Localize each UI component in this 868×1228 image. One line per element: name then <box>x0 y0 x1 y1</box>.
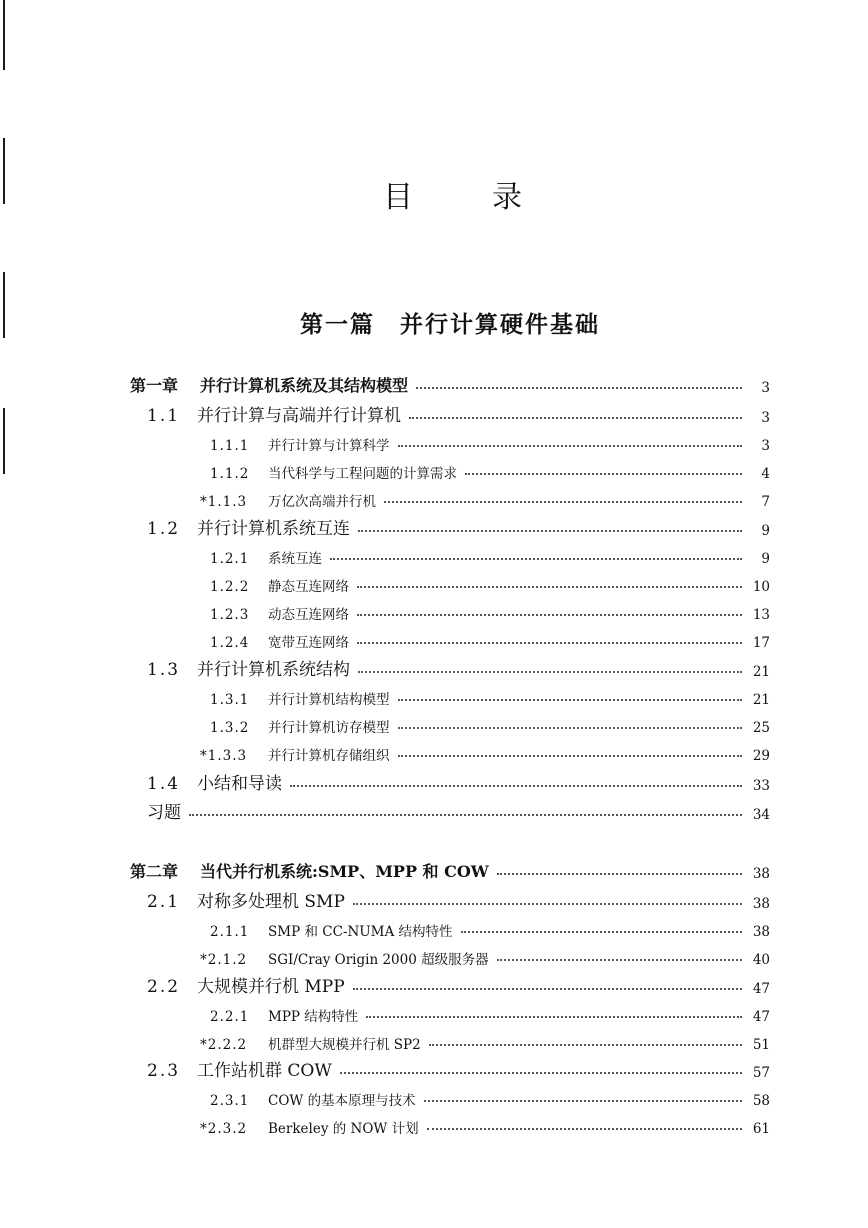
scan-edge-mark <box>3 0 5 70</box>
dot-leader <box>357 642 742 644</box>
toc-subsection-entry[interactable] <box>200 738 770 764</box>
toc-page-number: 4 <box>761 466 770 482</box>
dot-leader <box>409 417 742 419</box>
toc-title: 机群型大规模并行机 SP2 <box>268 1037 421 1053</box>
toc-section-entry[interactable] <box>147 400 770 426</box>
toc-page-number: 3 <box>761 438 770 454</box>
toc-chapter-entry[interactable] <box>130 856 770 882</box>
toc-subsection-entry[interactable] <box>210 682 770 708</box>
toc-number: 1.1.2 <box>210 466 250 482</box>
toc-heading <box>0 172 868 215</box>
toc-subsection-entry[interactable] <box>210 597 770 623</box>
toc-number: 1.2 <box>147 519 181 539</box>
dot-leader <box>429 1044 742 1046</box>
dot-leader <box>416 387 742 389</box>
toc-number: 1.2.1 <box>210 551 250 567</box>
dot-leader <box>353 988 742 990</box>
toc-section-entry[interactable] <box>147 513 770 539</box>
toc-page-number: 10 <box>752 579 770 595</box>
toc-number: 2.1 <box>147 892 181 912</box>
toc-subsection-entry[interactable] <box>210 1083 770 1109</box>
toc-subsection-entry[interactable] <box>210 428 770 454</box>
toc-title: 系统互连 <box>268 551 322 567</box>
dot-leader <box>330 558 742 560</box>
toc-number: 1.2.4 <box>210 635 250 651</box>
toc-number: 2.3 <box>147 1061 181 1081</box>
toc-number: 第二章 <box>130 862 179 881</box>
dot-leader <box>384 501 742 503</box>
toc-number: *2.3.2 <box>200 1121 248 1137</box>
toc-title: SMP 和 CC-NUMA 结构特性 <box>268 924 453 940</box>
toc-subsection-entry[interactable] <box>210 710 770 736</box>
toc-title: SGI/Cray Origin 2000 超级服务器 <box>268 952 489 968</box>
toc-number: 1.1 <box>147 406 181 426</box>
toc-number: *2.1.2 <box>200 952 248 968</box>
toc-page-number: 25 <box>752 720 770 736</box>
toc-page-number: 7 <box>761 494 770 510</box>
dot-leader <box>461 931 742 933</box>
toc-title: 并行计算与计算科学 <box>268 438 390 454</box>
toc-page-number: 33 <box>752 778 770 794</box>
toc-title: 小结和导读 <box>197 774 282 794</box>
toc-number: 2.2 <box>147 977 181 997</box>
toc-number: 1.3.1 <box>210 692 250 708</box>
toc-number: 1.3 <box>147 660 181 680</box>
toc-number: 1.1.1 <box>210 438 250 454</box>
toc-subsection-entry[interactable] <box>210 541 770 567</box>
toc-title: 并行计算机系统结构 <box>197 660 350 680</box>
toc-number: 2.1.1 <box>210 924 250 940</box>
dot-leader <box>358 530 742 532</box>
toc-title: 并行计算机系统及其结构模型 <box>200 376 409 395</box>
dot-leader <box>358 671 742 673</box>
dot-leader <box>290 785 742 787</box>
toc-page-number: 38 <box>752 924 770 940</box>
toc-subsection-entry[interactable] <box>210 999 770 1025</box>
dot-leader <box>497 959 742 961</box>
toc-title: COW 的基本原理与技术 <box>268 1093 416 1109</box>
toc-section-entry[interactable] <box>147 654 770 680</box>
toc-exercise-entry[interactable] <box>147 797 770 823</box>
toc-subsection-entry[interactable] <box>200 942 770 968</box>
toc-page-number: 47 <box>752 1009 770 1025</box>
toc-number: 2.3.1 <box>210 1093 250 1109</box>
toc-title: 动态互连网络 <box>268 607 349 623</box>
toc-title: 对称多处理机 SMP <box>197 892 345 912</box>
toc-title: 并行计算机结构模型 <box>268 692 390 708</box>
toc-title: 并行计算机系统互连 <box>197 519 350 539</box>
toc-title: 并行计算与高端并行计算机 <box>197 406 401 426</box>
toc-title: 当代科学与工程问题的计算需求 <box>268 466 457 482</box>
toc-title: 工作站机群 COW <box>197 1061 332 1081</box>
dot-leader <box>398 699 743 701</box>
toc-page-number: 51 <box>752 1037 770 1053</box>
toc-page-number: 17 <box>752 635 770 651</box>
toc-section-entry[interactable] <box>147 768 770 794</box>
toc-page-number: 29 <box>752 748 770 764</box>
toc-page-number: 61 <box>752 1121 770 1137</box>
toc-title: 并行计算机访存模型 <box>268 720 390 736</box>
toc-page-number: 40 <box>752 952 770 968</box>
toc-heading-char-1: 目 <box>383 180 413 215</box>
dot-leader <box>398 755 743 757</box>
toc-page-number: 21 <box>752 692 770 708</box>
toc-chapter-entry[interactable] <box>130 370 770 396</box>
toc-page-number: 13 <box>752 607 770 623</box>
toc-title: 习题 <box>147 803 181 823</box>
toc-title: 大规模并行机 MPP <box>197 977 345 997</box>
toc-title: 万亿次高端并行机 <box>268 494 376 510</box>
dot-leader <box>424 1100 742 1102</box>
dot-leader <box>353 903 742 905</box>
toc-subsection-entry[interactable] <box>210 914 770 940</box>
toc-title: MPP 结构特性 <box>268 1009 359 1025</box>
part-title: 第一篇 并行计算硬件基础 <box>300 311 600 338</box>
toc-number: *2.2.2 <box>200 1037 248 1053</box>
toc-page-number: 21 <box>752 664 770 680</box>
dot-leader <box>465 473 742 475</box>
toc-subsection-entry[interactable] <box>200 1111 770 1137</box>
toc-subsection-entry[interactable] <box>200 1027 770 1053</box>
toc-title: 静态互连网络 <box>268 579 349 595</box>
toc-section-entry[interactable] <box>147 1055 770 1081</box>
toc-number: 第一章 <box>130 376 179 395</box>
dot-leader <box>398 445 743 447</box>
toc-number: 1.2.3 <box>210 607 250 623</box>
toc-title: Berkeley 的 NOW 计划 <box>268 1121 419 1137</box>
toc-page-number: 34 <box>752 807 770 823</box>
dot-leader <box>398 727 743 729</box>
toc-page-number: 57 <box>752 1065 770 1081</box>
dot-leader <box>427 1128 742 1130</box>
toc-title: 当代并行机系统:SMP、MPP 和 COW <box>200 862 489 881</box>
toc-page-number: 9 <box>761 523 770 539</box>
dot-leader <box>189 814 742 816</box>
toc-page-number: 38 <box>752 866 770 882</box>
dot-leader <box>357 586 742 588</box>
toc-title: 并行计算机存储组织 <box>268 748 390 764</box>
toc-number: 1.3.2 <box>210 720 250 736</box>
scan-edge-mark <box>3 272 5 338</box>
toc-number: *1.1.3 <box>200 494 248 510</box>
toc-page-number: 3 <box>761 410 770 426</box>
toc-subsection-entry[interactable] <box>210 625 770 651</box>
toc-page-number: 58 <box>752 1093 770 1109</box>
toc-page-number: 9 <box>761 551 770 567</box>
toc-number: 1.2.2 <box>210 579 250 595</box>
toc-number: *1.3.3 <box>200 748 248 764</box>
toc-page-number: 38 <box>752 896 770 912</box>
dot-leader <box>366 1016 742 1018</box>
scan-edge-mark <box>3 408 5 474</box>
dot-leader <box>497 873 742 875</box>
toc-title: 宽带互连网络 <box>268 635 349 651</box>
toc-subsection-entry[interactable] <box>200 484 770 510</box>
toc-heading-char-2: 录 <box>492 180 522 215</box>
toc-page-number: 47 <box>752 981 770 997</box>
toc-number: 2.2.1 <box>210 1009 250 1025</box>
dot-leader <box>340 1072 742 1074</box>
toc-subsection-entry[interactable] <box>210 456 770 482</box>
toc-section-entry[interactable] <box>147 971 770 997</box>
toc-number: 1.4 <box>147 774 181 794</box>
toc-page-number: 3 <box>761 380 770 396</box>
toc-section-entry[interactable] <box>147 886 770 912</box>
dot-leader <box>357 614 742 616</box>
toc-subsection-entry[interactable] <box>210 569 770 595</box>
